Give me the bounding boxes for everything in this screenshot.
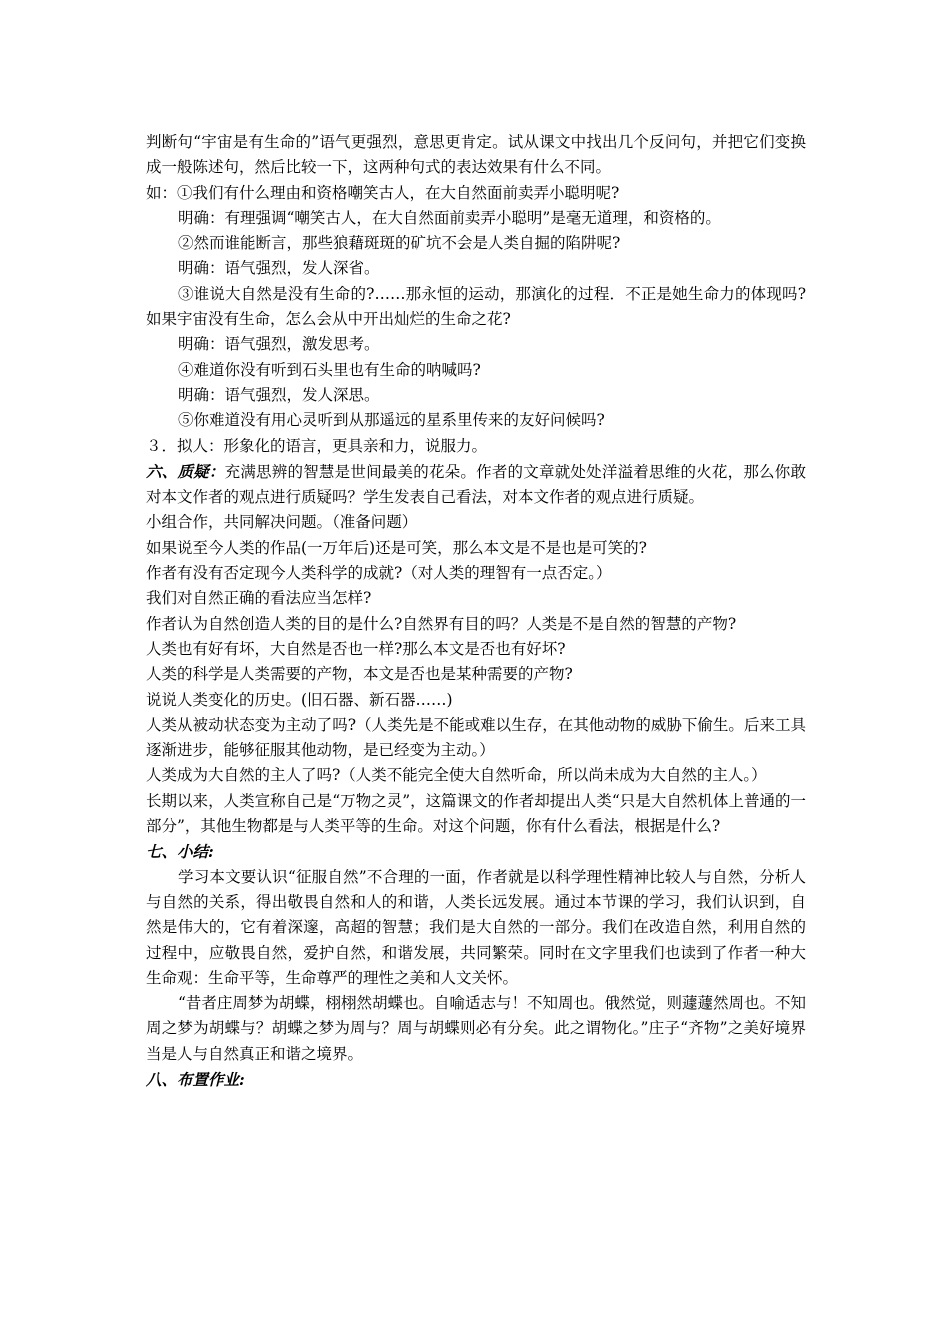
clarification-3: 明确：语气强烈，激发思考。 bbox=[178, 335, 380, 354]
example-3: ③谁说大自然是没有生命的?……那永恒的运动，那演化的过程．不正是她生命力的体现吗?如果宇宙没有生命，怎么会从中开出灿烂的生命之花? bbox=[146, 284, 806, 329]
group-work: 小组合作，共同解决问题。（准备问题） bbox=[146, 513, 418, 532]
example-1: 如：①我们有什么理由和资格嘲笑古人，在大自然面前卖弄小聪明呢? bbox=[146, 183, 620, 202]
question-5: 人类也有好有坏，大自然是否也一样?那么本文是否也有好坏? bbox=[146, 639, 566, 658]
question-1: 如果说至今人类的作品(一万年后)还是可笑，那么本文是不是也是可笑的? bbox=[146, 538, 647, 557]
section-seven-heading: 七、小结: bbox=[146, 842, 214, 862]
summary-paragraph: 学习本文要认识“征服自然”不合理的一面，作者就是以科学理性精神比较人与自然，分析人与自然的关系，得出敬畏自然和人的和谐，人类长远发展。通过本节课的学习，我们认识到，自然是伟大的，它有着深邃，高超的智慧；我们是大自然的一部分。我们在改造自然，利用自然的过程中，应敬畏自然，爱护自然，和谐发展，共同繁荣。同时在文字里我们也读到了作者一种大生命观：生命平等，生命尊严的理性之美和人文关怀。 bbox=[146, 867, 806, 987]
section-six-text: 充满思辨的智慧是世间最美的花朵。作者的文章就处处洋溢着思维的火花，那么你敢对本文作者的观点进行质疑吗？学生发表自己看法，对本文作者的观点进行质疑。 bbox=[146, 462, 806, 507]
example-4: ④难道你没有听到石头里也有生命的呐喊吗? bbox=[178, 360, 481, 379]
question-7: 说说人类变化的历史。(旧石器、新石器……) bbox=[146, 690, 453, 709]
section-six bbox=[146, 459, 806, 511]
question-3: 我们对自然正确的看法应当怎样? bbox=[146, 589, 372, 608]
question-10: 长期以来，人类宣称自己是“万物之灵”，这篇课文的作者却提出人类“只是大自然机体上普通的一部分”，其他生物都是与人类平等的生命。对这个问题，你有什么看法，根据是什么? bbox=[146, 791, 806, 836]
example-5: ⑤你难道没有用心灵听到从那遥远的星系里传来的友好问候吗? bbox=[178, 411, 605, 430]
clarification-1: 明确：有理强调“嘲笑古人，在大自然面前卖弄小聪明”是毫无道理，和资格的。 bbox=[178, 208, 721, 227]
question-6: 人类的科学是人类需要的产物，本文是否也是某种需要的产物? bbox=[146, 665, 573, 684]
question-2: 作者有没有否定现今人类科学的成就?（对人类的理智有一点否定。） bbox=[146, 564, 612, 583]
clarification-2: 明确：语气强烈，发人深省。 bbox=[178, 259, 380, 278]
clarification-4: 明确：语气强烈，发人深思。 bbox=[178, 385, 380, 404]
zhuangzi-quote: “昔者庄周梦为胡蝶，栩栩然胡蝶也。自喻适志与！不知周也。俄然觉，则蘧蘧然周也。不知周之梦为胡蝶与？胡蝶之梦为周与？周与胡蝶则必有分矣。此之谓物化。”庄子“齐物”之美好境界当是人与自然真正和谐之境界。 bbox=[146, 994, 806, 1063]
section-six-heading: 六、质疑： bbox=[146, 461, 225, 481]
question-9: 人类成为大自然的主人了吗?（人类不能完全使大自然听命，所以尚未成为大自然的主人。） bbox=[146, 766, 767, 785]
section-eight-heading: 八、布置作业: bbox=[146, 1069, 245, 1089]
example-2: ②然而谁能断言，那些狼藉斑斑的矿坑不会是人类自掘的陷阱呢? bbox=[178, 234, 621, 253]
personification-point: ３．拟人：形象化的语言，更具亲和力，说服力。 bbox=[146, 436, 488, 455]
question-8: 人类从被动状态变为主动了吗?（人类先是不能或难以生存，在其他动物的威胁下偷生。后来工具逐渐进步，能够征服其他动物，是已经变为主动。） bbox=[146, 715, 806, 760]
document-body bbox=[146, 130, 806, 1092]
question-4: 作者认为自然创造人类的目的是什么?自然界有目的吗？人类是不是自然的智慧的产物? bbox=[146, 614, 737, 633]
paragraph-intro: 判断句“宇宙是有生命的”语气更强烈，意思更肯定。试从课文中找出几个反问句，并把它们变换成一般陈述句，然后比较一下，这两种句式的表达效果有什么不同。 bbox=[146, 133, 806, 177]
